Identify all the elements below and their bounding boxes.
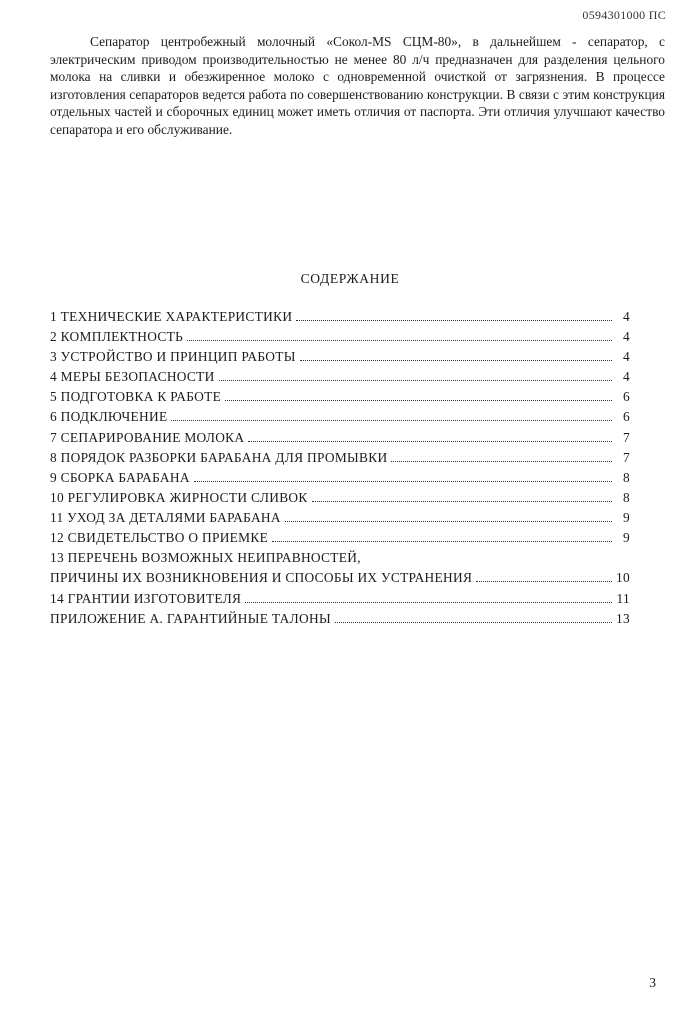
toc-entry-title: 11 УХОД ЗА ДЕТАЛЯМИ БАРАБАНА xyxy=(50,509,281,525)
toc-entry-page: 13 xyxy=(616,611,630,627)
toc-entry-page: 4 xyxy=(623,369,630,385)
toc-entry-page: 9 xyxy=(623,530,630,546)
toc-entry-4[interactable] xyxy=(50,367,630,387)
toc-entry-12[interactable] xyxy=(50,528,630,548)
toc-entry-5[interactable] xyxy=(50,387,630,407)
toc-entry-11[interactable] xyxy=(50,508,630,528)
toc-entry-13[interactable] xyxy=(50,548,630,589)
toc-entry-9[interactable] xyxy=(50,468,630,488)
toc-entry-title: ПРИЛОЖЕНИЕ А. ГАРАНТИЙНЫЕ ТАЛОНЫ xyxy=(50,611,331,627)
dot-leader xyxy=(272,540,612,542)
toc-entry-2[interactable] xyxy=(50,327,630,347)
toc-entry-title: 10 РЕГУЛИРОВКА ЖИРНОСТИ СЛИВОК xyxy=(50,489,308,505)
dot-leader xyxy=(296,319,612,321)
toc-entry-6[interactable] xyxy=(50,407,630,427)
toc-entry-page: 8 xyxy=(623,489,630,505)
toc-entry-title: 12 СВИДЕТЕЛЬСТВО О ПРИЕМКЕ xyxy=(50,530,269,546)
dot-leader xyxy=(285,520,612,522)
toc-entry-appendix-a[interactable] xyxy=(50,609,630,629)
dot-leader xyxy=(476,580,612,582)
toc-entry-title: 14 ГРАНТИИ ИЗГОТОВИТЕЛЯ xyxy=(50,591,242,607)
intro-paragraph: Сепаратор центробежный молочный «Сокол-MS СЦМ-80», в дальнейшем - сепаратор, с электрическим приводом производительностью не менее 80 л/ч предназначен для разделения цельного молока на сливки и обезжиренное молоко с одновременной очисткой от загрязнения. В процессе изготовления сепараторов ведется работа по совершенствованию конструкции. В связи с этим конструкция отдельных частей и сборочных единиц может иметь отличия от паспорта. Эти отличия улучшают качество сепаратора и его обслуживание. xyxy=(50,34,665,137)
toc-entry-title: 8 ПОРЯДОК РАЗБОРКИ БАРАБАНА ДЛЯ ПРОМЫВКИ xyxy=(50,449,388,465)
dot-leader xyxy=(187,339,612,341)
toc-entry-page: 6 xyxy=(623,389,630,405)
toc-entry-14[interactable] xyxy=(50,589,630,609)
dot-leader xyxy=(248,440,612,442)
dot-leader xyxy=(194,480,612,482)
toc-entry-7[interactable] xyxy=(50,428,630,448)
toc-entry-title: 1 ТЕХНИЧЕСКИЕ ХАРАКТЕРИСТИКИ xyxy=(50,309,293,324)
toc-entry-1[interactable] xyxy=(50,307,630,327)
toc-entry-title: 5 ПОДГОТОВКА К РАБОТЕ xyxy=(50,389,222,405)
dot-leader xyxy=(391,460,612,462)
toc-entry-page: 11 xyxy=(616,591,630,607)
toc-entry-title: 7 СЕПАРИРОВАНИЕ МОЛОКА xyxy=(50,429,245,445)
dot-leader xyxy=(335,621,612,623)
toc-entry-8[interactable] xyxy=(50,448,630,468)
toc-entry-title: 2 КОМПЛЕКТНОСТЬ xyxy=(50,329,184,345)
toc-entry-10[interactable] xyxy=(50,488,630,508)
toc-entry-page: 10 xyxy=(616,570,630,586)
toc-entry-page: 4 xyxy=(623,329,630,345)
toc-entry-page: 8 xyxy=(623,469,630,485)
toc-entry-title: 4 МЕРЫ БЕЗОПАСНОСТИ xyxy=(50,369,215,385)
toc-entry-title: ПРИЧИНЫ ИХ ВОЗНИКНОВЕНИЯ И СПОСОБЫ ИХ УСТРАНЕНИЯ xyxy=(50,570,473,586)
dot-leader xyxy=(225,399,612,401)
toc-entry-title: 9 СБОРКА БАРАБАНА xyxy=(50,469,190,485)
toc-entry-title-line1: 13 ПЕРЕЧЕНЬ ВОЗМОЖНЫХ НЕИПРАВНОСТЕЙ, xyxy=(50,550,361,566)
toc-entry-title: 3 УСТРОЙСТВО И ПРИНЦИП РАБОТЫ xyxy=(50,349,296,365)
table-of-contents xyxy=(50,307,630,629)
toc-title: СОДЕРЖАНИЕ xyxy=(300,271,400,286)
document-code: 0594301000 ПС xyxy=(582,8,666,22)
toc-entry-page: 6 xyxy=(623,409,630,425)
toc-entry-title: 6 ПОДКЛЮЧЕНИЕ xyxy=(50,409,168,425)
dot-leader xyxy=(300,359,612,361)
dot-leader xyxy=(219,379,612,381)
dot-leader xyxy=(245,601,612,603)
page-number: 3 xyxy=(649,975,656,990)
toc-entry-page: 4 xyxy=(623,349,630,365)
toc-entry-page: 4 xyxy=(623,309,630,324)
toc-entry-page: 9 xyxy=(623,509,630,525)
dot-leader xyxy=(171,419,612,421)
toc-entry-page: 7 xyxy=(623,429,630,445)
toc-entry-page: 7 xyxy=(623,449,630,465)
dot-leader xyxy=(312,500,612,502)
toc-entry-3[interactable] xyxy=(50,347,630,367)
